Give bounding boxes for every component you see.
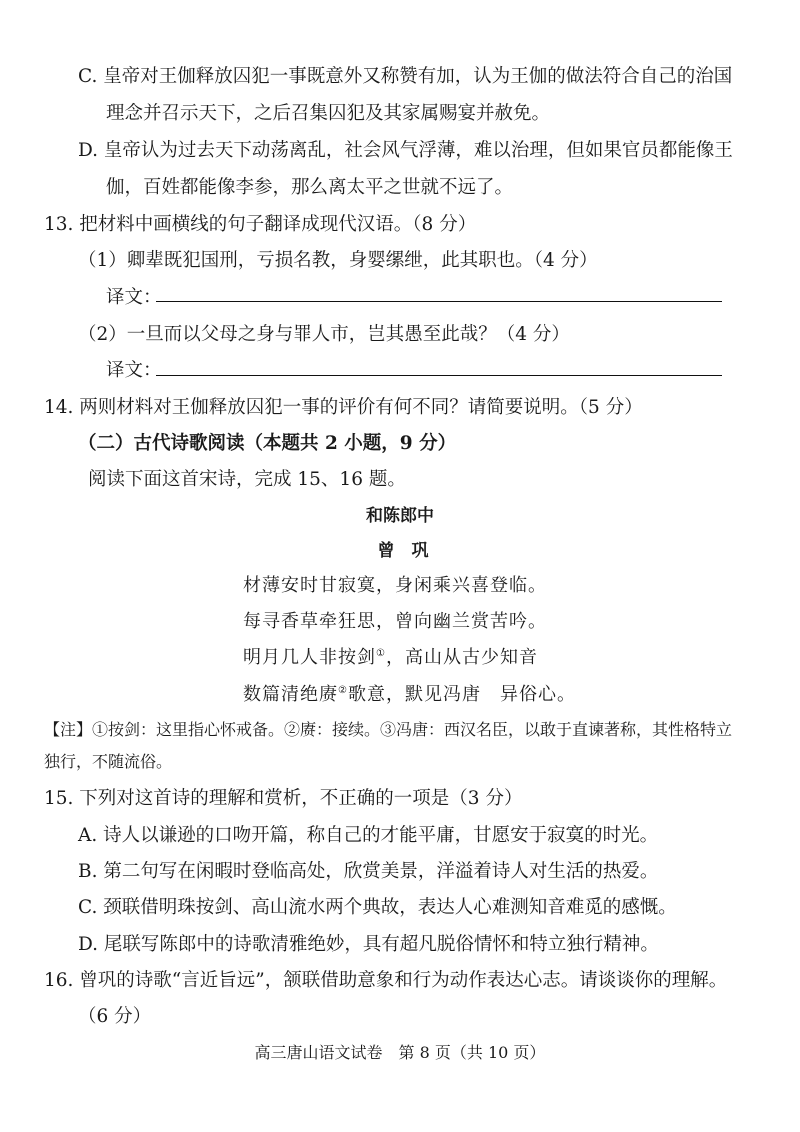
section2-heading: （二）古代诗歌阅读（本题共 2 小题，9 分）	[78, 433, 457, 454]
q12-option-c-line2: 理念并召示天下，之后召集囚犯及其家属赐宴并赦免。	[106, 103, 551, 124]
poem-line-4	[243, 682, 576, 708]
q13-answer-line-1[interactable]	[156, 301, 722, 302]
poem-line-4-part1: 数篇清绝赓	[243, 684, 338, 705]
poem-line-4-part2: 歌意，默见冯唐 异俗心。	[347, 684, 576, 705]
q16-stem-line2: （6 分）	[78, 1006, 152, 1027]
q15-stem: 15. 下列对这首诗的理解和赏析，不正确的一项是（3 分）	[44, 788, 523, 809]
footnote-ref-1: ①	[376, 648, 386, 659]
q13-item1: （1）卿辈既犯国刑，亏损名教，身婴缧绁，此其职也。（4 分）	[78, 250, 598, 271]
q13-answer-label-1: 译文：	[106, 287, 162, 308]
poem-note-line2: 独行，不随流俗。	[44, 752, 173, 771]
poem-line-2: 每寻香草牵狂思，曾向幽兰赏苦吟。	[243, 611, 547, 632]
poem-line-3-part1: 明月几人非按剑	[243, 647, 376, 668]
q12-option-d-line1: D. 皇帝认为过去天下动荡离乱，社会风气浮薄，难以治理，但如果官员都能像王	[78, 140, 733, 161]
q13-item2: （2）一旦而以父母之身与罪人市，岂其愚至此哉？（4 分）	[78, 324, 570, 345]
q16-stem-line1: 16. 曾巩的诗歌“言近旨远”，颔联借助意象和行为动作表达心志。请谈谈你的理解。	[44, 970, 728, 991]
q15-option-a: A. 诗人以谦逊的口吻开篇，称自己的才能平庸，甘愿安于寂寞的时光。	[78, 825, 659, 846]
q15-option-c: C. 颈联借明珠按剑、高山流水两个典故，表达人心难测知音难觅的感慨。	[78, 897, 677, 918]
q14-stem: 14. 两则材料对王伽释放囚犯一事的评价有何不同？请简要说明。（5 分）	[44, 397, 643, 418]
q12-option-d-line2: 伽，百姓都能像李参，那么离太平之世就不远了。	[106, 177, 514, 198]
q15-option-b: B. 第二句写在闲暇时登临高处，欣赏美景，洋溢着诗人对生活的热爱。	[78, 861, 659, 882]
section2-instruction: 阅读下面这首宋诗，完成 15、16 题。	[88, 469, 406, 490]
q13-answer-line-2[interactable]	[156, 375, 722, 376]
poem-line-1: 材薄安时甘寂寞，身闲乘兴喜登临。	[243, 575, 547, 596]
q13-answer-label-2: 译文：	[106, 360, 162, 381]
poem-title: 和陈郎中	[366, 506, 434, 526]
q12-option-c-line1: C. 皇帝对王伽释放囚犯一事既意外又称赞有加，认为王伽的做法符合自己的治国	[78, 66, 733, 87]
poem-note-line1: 【注】①按剑：这里指心怀戒备。②赓：接续。③冯唐：西汉名臣，以敢于直谏著称，其性格特立	[44, 720, 733, 739]
poem-author: 曾 巩	[377, 541, 429, 561]
q13-stem: 13. 把材料中画横线的句子翻译成现代汉语。（8 分）	[44, 214, 477, 235]
poem-line-3	[243, 645, 538, 671]
page-footer: 高三唐山语文试卷 第 8 页（共 10 页）	[254, 1043, 546, 1062]
poem-line-3-part2: ，高山从古少知音	[385, 647, 538, 668]
q15-option-d: D. 尾联写陈郎中的诗歌清雅绝妙，具有超凡脱俗情怀和特立独行精神。	[78, 934, 659, 955]
footnote-ref-2: ②	[338, 685, 348, 696]
